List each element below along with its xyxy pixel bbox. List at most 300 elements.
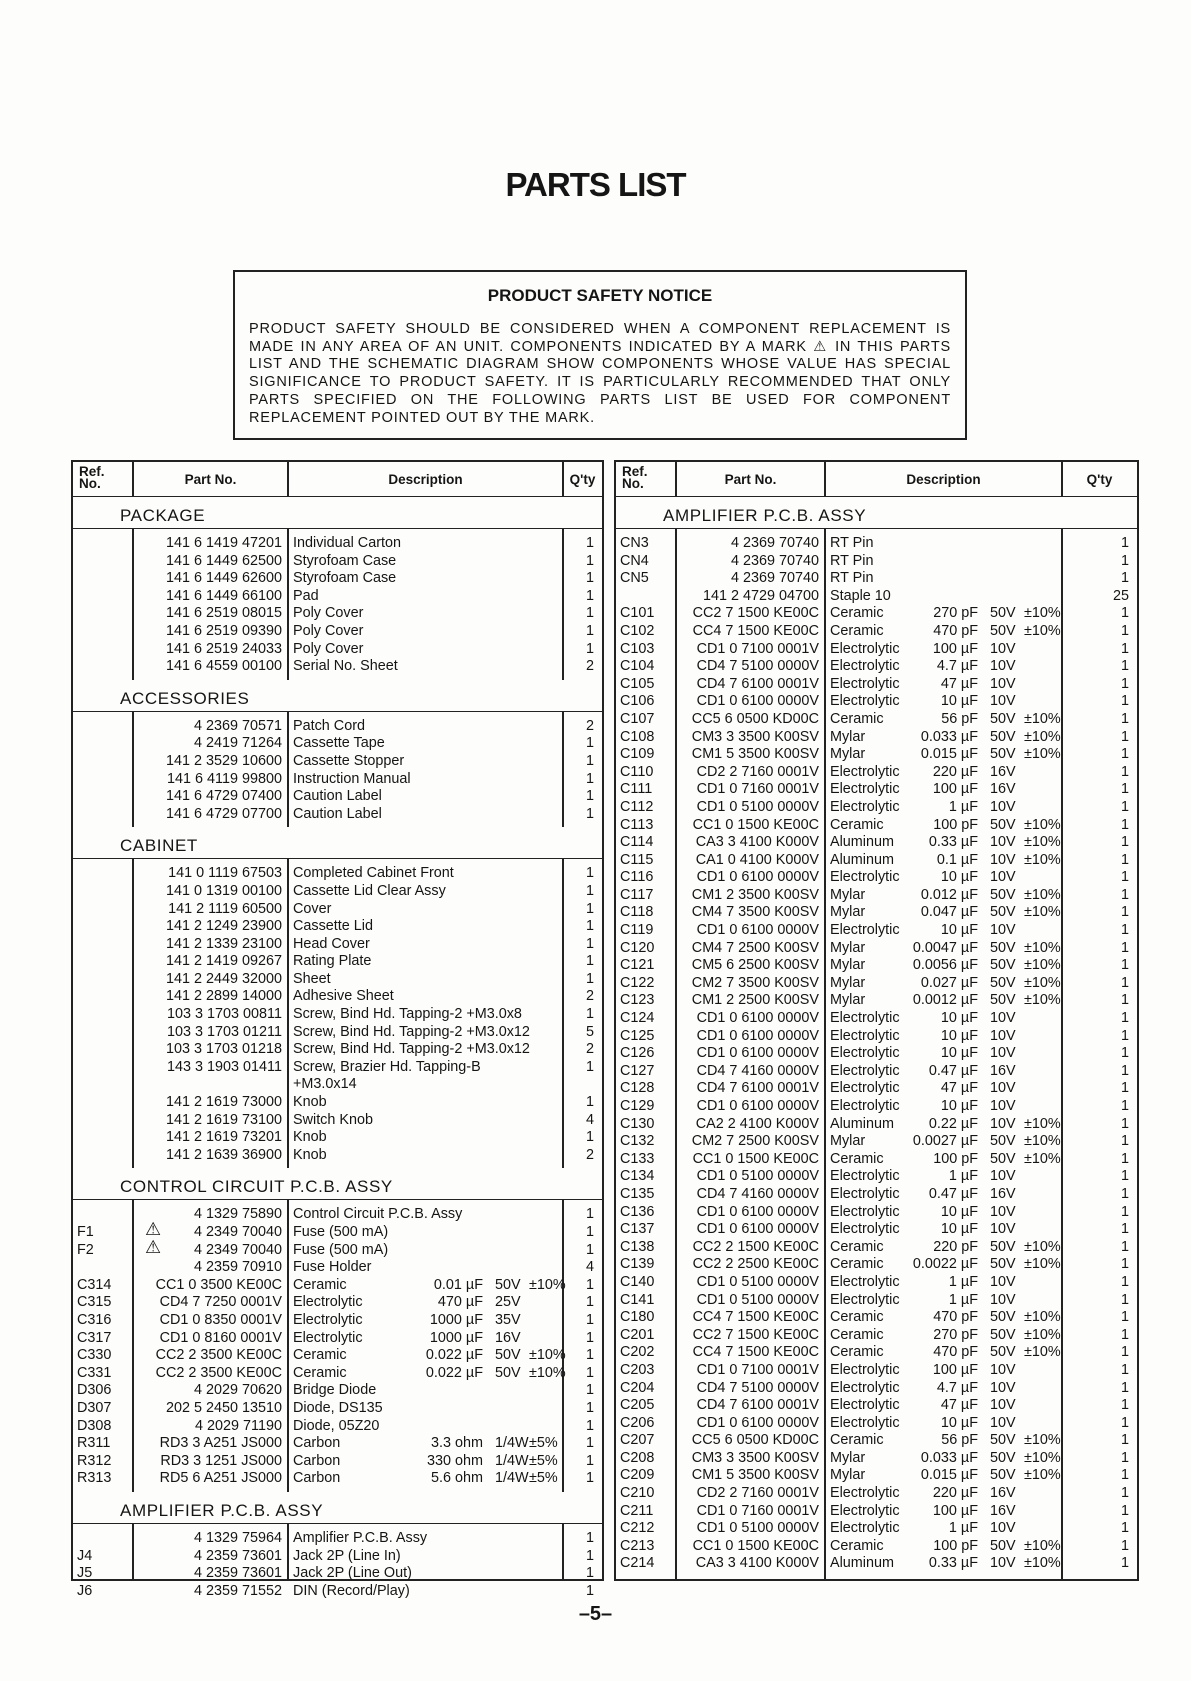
- description-value: 270 pF: [933, 1326, 978, 1343]
- table-row: [73, 901, 602, 919]
- quantity: 1: [585, 1565, 594, 1582]
- quantity: 1: [585, 1224, 594, 1240]
- quantity: 1: [585, 1435, 594, 1452]
- description-type: Mylar: [830, 992, 866, 1009]
- table-row: [616, 1151, 1137, 1169]
- table-row: [73, 1294, 602, 1312]
- quantity: 1: [585, 622, 594, 639]
- description-type: Electrolytic: [830, 1185, 900, 1202]
- description-value: 10 µF: [940, 1098, 978, 1114]
- part-number: CC1 0 1500 KE00C: [692, 1537, 819, 1554]
- description-value: 0.33 µF: [928, 834, 978, 851]
- description-value: 470 µF: [437, 1294, 483, 1311]
- description: Screw, Bind Hd. Tapping-2 +M3.0x12: [293, 1023, 530, 1040]
- quantity: 1: [585, 735, 594, 752]
- section-title: CABINET: [120, 836, 198, 856]
- part-number: CD1 0 5100 0000V: [696, 1291, 819, 1308]
- ref-no: C132: [620, 1133, 655, 1150]
- table-row: [616, 1555, 1137, 1573]
- description-type: Mylar: [830, 974, 866, 991]
- description: Staple 10: [830, 587, 891, 604]
- table-row: [73, 771, 602, 789]
- table-row: [73, 553, 602, 571]
- part-number: CD1 0 5100 0000V: [696, 1168, 819, 1185]
- description-value: 10 µF: [940, 693, 978, 710]
- table-row: [616, 1327, 1137, 1345]
- section-title: AMPLIFIER P.C.B. ASSY: [120, 1500, 324, 1520]
- description-rating: 10V: [990, 798, 1016, 815]
- description-value: 4.7 µF: [936, 658, 978, 675]
- quantity: 1: [1120, 1010, 1129, 1027]
- header-ref-no: No.: [79, 476, 101, 491]
- part-number: CD1 0 6100 0000V: [696, 1221, 819, 1238]
- ref-no: C113: [620, 816, 654, 833]
- description-tolerance: ±10%: [1024, 1449, 1061, 1466]
- ref-no: C116: [620, 869, 654, 886]
- quantity: 25: [1112, 587, 1129, 604]
- header-ref-label: Ref.: [622, 464, 648, 479]
- description: Serial No. Sheet: [293, 658, 398, 675]
- table-row: [616, 1520, 1137, 1538]
- description: Switch Knob: [293, 1111, 373, 1128]
- quantity: 1: [1120, 640, 1129, 657]
- description-rating: 50V: [990, 728, 1016, 745]
- quantity: 2: [585, 717, 594, 734]
- part-number: 141 2 1249 23900: [165, 918, 282, 935]
- description: Bridge Diode: [293, 1382, 377, 1399]
- table-row: [73, 718, 602, 736]
- description-type: Electrolytic: [830, 675, 900, 692]
- description-value: 0.012 µF: [920, 886, 978, 903]
- description-tolerance: ±10%: [529, 1364, 566, 1381]
- description-rating: 10V: [990, 1080, 1016, 1097]
- part-number: 141 2 1619 73100: [165, 1111, 282, 1128]
- quantity: 1: [1120, 992, 1129, 1009]
- description-value: 220 pF: [933, 1238, 978, 1255]
- description-rating: 10V: [990, 1520, 1016, 1537]
- description-rating: 10V: [990, 1045, 1016, 1062]
- quantity: 1: [1120, 1309, 1129, 1326]
- description-type: Electrolytic: [830, 1027, 900, 1044]
- quantity: 1: [1120, 1027, 1129, 1044]
- table-row: [73, 1565, 602, 1583]
- table-row: [616, 781, 1137, 799]
- table-row: [73, 1059, 602, 1077]
- quantity: 1: [1120, 1221, 1129, 1238]
- table-row: [73, 1400, 602, 1418]
- table-row: [616, 940, 1137, 958]
- quantity: 2: [585, 1146, 594, 1163]
- quantity: 1: [1120, 939, 1129, 956]
- quantity: 1: [1120, 746, 1129, 763]
- part-number: CD1 0 6100 0000V: [696, 1203, 819, 1220]
- quantity: 1: [585, 1206, 594, 1223]
- description-value: 100 µF: [932, 1361, 978, 1378]
- part-number: 4 1329 75964: [193, 1529, 282, 1546]
- quantity: 1: [1120, 1185, 1129, 1202]
- part-number: 141 2 2899 14000: [165, 988, 282, 1005]
- table-row: [616, 852, 1137, 870]
- ref-no: C109: [620, 746, 655, 763]
- quantity: 1: [1120, 1502, 1129, 1519]
- table-row: [616, 746, 1137, 764]
- table-row: [616, 1450, 1137, 1468]
- description-value: 0.0047 µF: [912, 939, 978, 956]
- part-number: CD1 0 6100 0000V: [696, 869, 819, 886]
- table-row: [616, 1538, 1137, 1556]
- ref-no: C128: [620, 1080, 655, 1097]
- part-number: 202 5 2450 13510: [165, 1399, 282, 1416]
- section-body: [616, 529, 1137, 1573]
- part-number: CD1 0 6100 0000V: [696, 693, 819, 710]
- part-number: 141 6 4119 99800: [167, 770, 282, 787]
- quantity: 1: [1120, 693, 1129, 710]
- description-type: Ceramic: [830, 1309, 884, 1326]
- part-number: 141 6 1419 47201: [165, 535, 282, 551]
- header-ref-label: Ref.: [79, 464, 105, 479]
- table-row: [616, 1116, 1137, 1134]
- quantity: 1: [1120, 1133, 1129, 1150]
- description: Individual Carton: [293, 535, 401, 551]
- quantity: 1: [1120, 798, 1129, 815]
- description-type: Ceramic: [830, 605, 884, 622]
- quantity: 1: [585, 882, 594, 899]
- part-number: CD1 0 8350 0001V: [159, 1311, 282, 1328]
- ref-no: C213: [620, 1537, 655, 1554]
- description-value: 100 pF: [933, 1150, 978, 1167]
- description-type: Electrolytic: [830, 1485, 900, 1502]
- quantity: 1: [1120, 1168, 1129, 1185]
- part-number: CM1 2 3500 K00SV: [691, 886, 819, 903]
- part-number: 141 6 2519 08015: [165, 605, 282, 622]
- part-number: 141 6 2519 24033: [165, 640, 282, 657]
- description-value: 0.0027 µF: [912, 1133, 978, 1150]
- part-number: 141 0 1119 67503: [168, 865, 282, 882]
- description-tolerance: ±10%: [1024, 992, 1061, 1009]
- part-number: 141 6 1449 62500: [165, 552, 282, 569]
- description-value: 330 ohm: [426, 1452, 483, 1469]
- description-type: Electrolytic: [830, 1520, 900, 1537]
- description-rating: 1/4W: [495, 1470, 529, 1487]
- table-row: [73, 1236, 602, 1260]
- description-value: 100 µF: [932, 1502, 978, 1519]
- ref-no: R312: [77, 1452, 112, 1469]
- quantity: 1: [1120, 1520, 1129, 1537]
- description-value: 0.0022 µF: [912, 1256, 978, 1273]
- quantity: 2: [585, 988, 594, 1005]
- part-number: CD1 0 7100 0001V: [696, 640, 819, 657]
- ref-no: C207: [620, 1432, 655, 1449]
- table-row: [73, 588, 602, 606]
- part-number: 103 3 1703 01211: [167, 1023, 282, 1040]
- table-row: [616, 1256, 1137, 1274]
- description-rating: 10V: [990, 1379, 1016, 1396]
- quantity: 1: [1120, 1414, 1129, 1431]
- description-rating: 16V: [495, 1329, 521, 1346]
- part-number: CD1 0 5100 0000V: [696, 1520, 819, 1537]
- ref-no: C208: [620, 1449, 655, 1466]
- parts-table-left: [71, 460, 604, 1599]
- description-type: Carbon: [293, 1435, 341, 1452]
- description-rating: 10V: [990, 1168, 1016, 1185]
- description: Screw, Bind Hd. Tapping-2 +M3.0x8: [293, 1006, 522, 1023]
- description: Screw, Brazier Hd. Tapping-B: [293, 1058, 481, 1075]
- ref-no: C210: [620, 1485, 655, 1502]
- header-part-no: Part No.: [724, 471, 777, 487]
- part-number: CM1 5 3500 K00SV: [691, 1467, 819, 1484]
- description-value: 1000 µF: [429, 1329, 483, 1346]
- ref-no: CN3: [620, 535, 649, 551]
- table-row: [73, 1312, 602, 1330]
- quantity: 1: [1120, 781, 1129, 798]
- table-row: [616, 1080, 1137, 1098]
- part-number: CC5 6 0500 KD00C: [691, 710, 819, 727]
- description-type: Electrolytic: [293, 1311, 363, 1328]
- quantity: 2: [585, 1041, 594, 1058]
- description-type: Aluminum: [830, 1115, 894, 1132]
- description-rating: 50V: [990, 939, 1016, 956]
- description-tolerance: ±10%: [1024, 851, 1061, 868]
- page-title: PARTS LIST: [505, 166, 686, 203]
- table-row: [73, 753, 602, 771]
- table-row: [616, 623, 1137, 641]
- ref-no: C111: [620, 781, 653, 798]
- part-number: CM2 7 2500 K00SV: [691, 1133, 819, 1150]
- description-tolerance: ±5%: [529, 1452, 558, 1469]
- quantity: 1: [1120, 1449, 1129, 1466]
- description-type: Mylar: [830, 957, 866, 974]
- safety-notice-title: PRODUCT SAFETY NOTICE: [487, 286, 713, 305]
- section-body: [73, 529, 602, 676]
- quantity: 1: [585, 1094, 594, 1111]
- description: Head Cover: [293, 935, 370, 952]
- ref-no: C136: [620, 1203, 655, 1220]
- part-number: CC1 0 1500 KE00C: [692, 816, 819, 833]
- description-rating: 10V: [990, 693, 1016, 710]
- part-number: CD4 7 5100 0000V: [696, 1379, 819, 1396]
- ref-no: C106: [620, 693, 655, 710]
- part-number: 141 2 1619 73000: [165, 1094, 282, 1111]
- quantity: 1: [585, 1129, 594, 1146]
- ref-no: C104: [620, 658, 655, 675]
- table-row: [616, 1204, 1137, 1222]
- part-number: CC2 7 1500 KE00C: [692, 1326, 819, 1343]
- description-rating: 50V: [990, 974, 1016, 991]
- description-type: Aluminum: [830, 834, 894, 851]
- ref-no: C110: [620, 763, 654, 780]
- quantity: 1: [1120, 1326, 1129, 1343]
- ref-no: J4: [77, 1547, 93, 1564]
- part-number: 4 2359 73601: [193, 1565, 282, 1582]
- quantity: 1: [585, 1329, 594, 1346]
- description: Pad: [293, 587, 319, 604]
- ref-no: R311: [77, 1435, 111, 1452]
- description-rating: 10V: [990, 640, 1016, 657]
- section-header: [73, 497, 602, 529]
- table-row: [616, 605, 1137, 623]
- description-value: 47 µF: [940, 675, 978, 692]
- table-row: [73, 1382, 602, 1400]
- table-row: [73, 1006, 602, 1024]
- description-value: 0.1 µF: [936, 851, 978, 868]
- part-number: CC2 2 1500 KE00C: [692, 1238, 819, 1255]
- ref-no: F2: [77, 1241, 94, 1258]
- description-rating: 16V: [990, 781, 1016, 798]
- table-row: [73, 1418, 602, 1436]
- quantity: 1: [1120, 869, 1129, 886]
- safety-warning-icon: ⚠: [145, 1219, 162, 1239]
- description: Knob: [293, 1094, 327, 1111]
- quantity: 1: [585, 1364, 594, 1381]
- description-value: 10 µF: [940, 1203, 978, 1220]
- ref-no: C126: [620, 1045, 655, 1062]
- description-type: Aluminum: [830, 1555, 894, 1572]
- ref-no: C119: [620, 922, 654, 939]
- header-qty: Q'ty: [1086, 471, 1113, 487]
- table-row: [616, 834, 1137, 852]
- quantity: 4: [585, 1111, 594, 1128]
- quantity: 1: [585, 605, 594, 622]
- description-tolerance: ±10%: [1024, 1467, 1061, 1484]
- quantity: 1: [1120, 605, 1129, 622]
- description-value: 470 pF: [933, 622, 978, 639]
- description-type: Electrolytic: [830, 1045, 900, 1062]
- quantity: 1: [585, 752, 594, 769]
- quantity: 1: [1120, 1150, 1129, 1167]
- description-value: 10 µF: [940, 1414, 978, 1431]
- description-value: 10 µF: [940, 1027, 978, 1044]
- table-row: [616, 992, 1137, 1010]
- ref-no: C211: [620, 1502, 654, 1519]
- part-number: CC4 7 1500 KE00C: [692, 1344, 819, 1361]
- description-rating: 50V: [990, 992, 1016, 1009]
- section-header: [73, 1492, 602, 1524]
- part-number: RD3 3 1251 JS000: [160, 1452, 282, 1469]
- ref-no: C180: [620, 1309, 655, 1326]
- quantity: 1: [1120, 1485, 1129, 1502]
- description-tolerance: ±10%: [1024, 1537, 1061, 1554]
- part-number: 4 2359 73601: [193, 1547, 282, 1564]
- quantity: 1: [1120, 886, 1129, 903]
- description-value: 0.47 µF: [928, 1185, 978, 1202]
- description-type: Electrolytic: [830, 1010, 900, 1027]
- ref-no: C138: [620, 1238, 655, 1255]
- quantity: 1: [585, 770, 594, 787]
- part-number: 141 2 1419 09267: [165, 953, 282, 970]
- part-number: CD1 0 8160 0001V: [159, 1329, 282, 1346]
- quantity: 1: [1120, 728, 1129, 745]
- description-tolerance: ±10%: [1024, 605, 1061, 622]
- description-value: 56 pF: [941, 1432, 978, 1449]
- description-value: 0.027 µF: [920, 974, 978, 991]
- table-row: [616, 1098, 1137, 1116]
- ref-no: C105: [620, 675, 655, 692]
- description-type: Ceramic: [830, 1432, 884, 1449]
- description: Fuse (500 mA): [293, 1224, 389, 1240]
- quantity: 1: [1120, 1467, 1129, 1484]
- description-rating: 50V: [990, 1256, 1016, 1273]
- quantity: 1: [585, 805, 594, 822]
- description-rating: 16V: [990, 1062, 1016, 1079]
- quantity: 1: [585, 1582, 594, 1599]
- description-value: 220 µF: [932, 1485, 978, 1502]
- part-number: CD1 0 5100 0000V: [696, 798, 819, 815]
- description-rating: 10V: [990, 1203, 1016, 1220]
- description-rating: 1/4W: [495, 1452, 529, 1469]
- table-row: [73, 1583, 602, 1601]
- table-row: [616, 887, 1137, 905]
- table-row: [73, 883, 602, 901]
- description-rating: 25V: [495, 1294, 521, 1311]
- description-rating: 50V: [990, 1238, 1016, 1255]
- description-value: 100 pF: [933, 816, 978, 833]
- description-tolerance: ±10%: [1024, 1432, 1061, 1449]
- description: Cassette Stopper: [293, 752, 405, 769]
- description-rating: 10V: [990, 869, 1016, 886]
- section-header: [73, 680, 602, 712]
- table-row: [616, 553, 1137, 571]
- part-number: CC5 6 0500 KD00C: [691, 1432, 819, 1449]
- description-rating: 50V: [990, 1150, 1016, 1167]
- ref-no: C206: [620, 1414, 655, 1431]
- description-type: Ceramic: [830, 1326, 884, 1343]
- table-row: [616, 1415, 1137, 1433]
- description-value: 1 µF: [948, 1273, 978, 1290]
- table-row: [616, 676, 1137, 694]
- part-number: CC4 7 1500 KE00C: [692, 622, 819, 639]
- table-row: [616, 1010, 1137, 1028]
- description-value: 1000 µF: [429, 1311, 483, 1328]
- table-row: [616, 764, 1137, 782]
- ref-no: D308: [77, 1417, 112, 1434]
- section-header: [616, 497, 1137, 529]
- table-row: [73, 641, 602, 659]
- quantity: 1: [585, 1417, 594, 1434]
- table-row: [73, 605, 602, 623]
- section-body: [73, 859, 602, 1164]
- description: Jack 2P (Line Out): [293, 1565, 412, 1582]
- ref-no: C123: [620, 992, 655, 1009]
- description: Caution Label: [293, 805, 382, 822]
- part-number: CD1 0 6100 0000V: [696, 1027, 819, 1044]
- quantity: 1: [1120, 1291, 1129, 1308]
- description: Fuse Holder: [293, 1259, 372, 1276]
- part-number: CM3 3 3500 K00SV: [691, 728, 819, 745]
- table-row: [73, 918, 602, 936]
- table-row: [73, 570, 602, 588]
- description-value: 1 µF: [948, 1168, 978, 1185]
- description-value: 5.6 ohm: [431, 1470, 483, 1487]
- description-rating: 50V: [990, 622, 1016, 639]
- ref-no: C140: [620, 1273, 655, 1290]
- part-number: CD1 0 6100 0000V: [696, 1045, 819, 1062]
- quantity: 1: [585, 1452, 594, 1469]
- part-number: 141 6 1449 66100: [165, 587, 282, 604]
- quantity: 1: [1120, 834, 1129, 851]
- description-value: 10 µF: [940, 1221, 978, 1238]
- ref-no: F1: [77, 1224, 94, 1240]
- page-number: –5–: [578, 1603, 613, 1625]
- description-value: 0.01 µF: [433, 1276, 483, 1293]
- description-rating: 16V: [990, 1185, 1016, 1202]
- description: Knob: [293, 1129, 327, 1146]
- description-rating: 50V: [990, 605, 1016, 622]
- table-row: [616, 817, 1137, 835]
- description-tolerance: ±5%: [529, 1470, 558, 1487]
- part-number: 141 6 2519 09390: [165, 622, 282, 639]
- part-number: 141 2 3529 10600: [165, 752, 282, 769]
- part-number: CA3 3 4100 K000V: [695, 834, 819, 851]
